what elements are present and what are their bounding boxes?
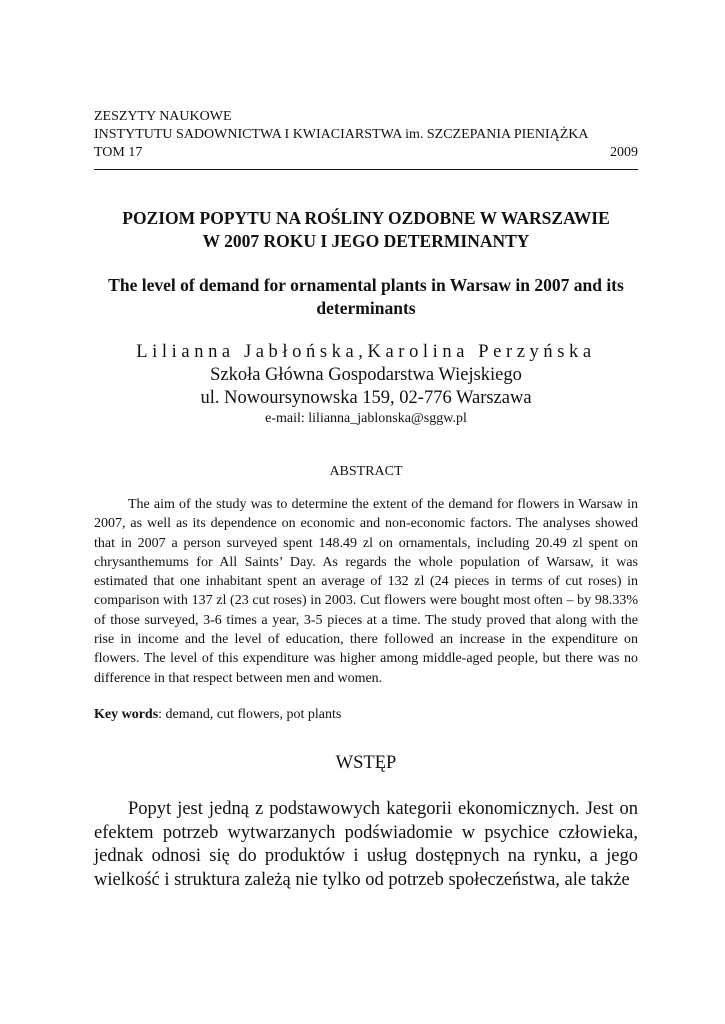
journal-volume: TOM 17 bbox=[94, 145, 143, 160]
affiliation-institution: Szkoła Główna Gospodarstwa Wiejskiego bbox=[210, 365, 522, 385]
title-english-line2: determinants bbox=[316, 298, 416, 318]
paper-page bbox=[94, 108, 638, 892]
abstract-text: The aim of the study was to determine the extent of the demand for flowers in Warsaw in 2007, as well as its dependence on economic and non-economic factors. The analyses showed that in 2007 a person surveyed spent 148.49 zl on ornamentals, including 20.49 zl spent on chrysanthemums for All Saints’ Day. As regards the whole population of Warsaw, it was estimated that one inhabitant spent an average of 132 zl (24 pieces in terms of cut roses) in comparison with 137 zl (23 cut roses) in 2003. Cut flowers were bought most often – by 98.33% of those surveyed, 3-6 times a year, 3-5 pieces at a time. The study proved that along with the rise in income and the level of education, there followed an increase in the expenditure on flowers. The level of this expenditure was higher among middle-aged people, but there was no difference in that respect between men and women. bbox=[94, 497, 638, 686]
journal-name-line2: INSTYTUTU SADOWNICTWA I KWIACIARSTWA im. SZCZEPANIA PIENIĄŻKA bbox=[94, 127, 589, 142]
journal-year: 2009 bbox=[610, 145, 638, 160]
title-english bbox=[94, 274, 638, 320]
keywords-label: Key words bbox=[94, 706, 159, 722]
keywords bbox=[94, 706, 638, 724]
authors: Lilianna Jabłońska,Karolina Perzyńska bbox=[136, 342, 596, 362]
journal-volume-row bbox=[94, 144, 638, 162]
author-email: e-mail: lilianna_jablonska@sggw.pl bbox=[265, 411, 467, 426]
header-divider bbox=[94, 169, 638, 170]
title-polish-line1: POZIOM POPYTU NA ROŚLINY OZDOBNE W WARSZAWIE bbox=[122, 208, 610, 228]
journal-header bbox=[94, 108, 638, 162]
title-english-line1: The level of demand for ornamental plants in Warsaw in 2007 and its bbox=[108, 275, 624, 295]
affiliation-address: ul. Nowoursynowska 159, 02-776 Warszawa bbox=[200, 388, 532, 408]
abstract-heading: ABSTRACT bbox=[329, 464, 403, 479]
title-polish bbox=[94, 207, 638, 253]
section-body-text: Popyt jest jedną z podstawowych kategorii ekonomicznych. Jest on efektem potrzeb wytwarzanych podświadomie w psychice człowieka, jednak odnosi się do produktów i usług dostępnych na rynku, a jego wielkość i struktura zależą nie tylko od potrzeb społeczeństwa, ale także bbox=[94, 798, 638, 890]
keywords-text: : demand, cut flowers, pot plants bbox=[158, 706, 342, 722]
section-heading: WSTĘP bbox=[335, 752, 397, 773]
title-polish-line2: W 2007 ROKU I JEGO DETERMINANTY bbox=[202, 231, 530, 251]
journal-name-line1: ZESZYTY NAUKOWE bbox=[94, 109, 232, 124]
